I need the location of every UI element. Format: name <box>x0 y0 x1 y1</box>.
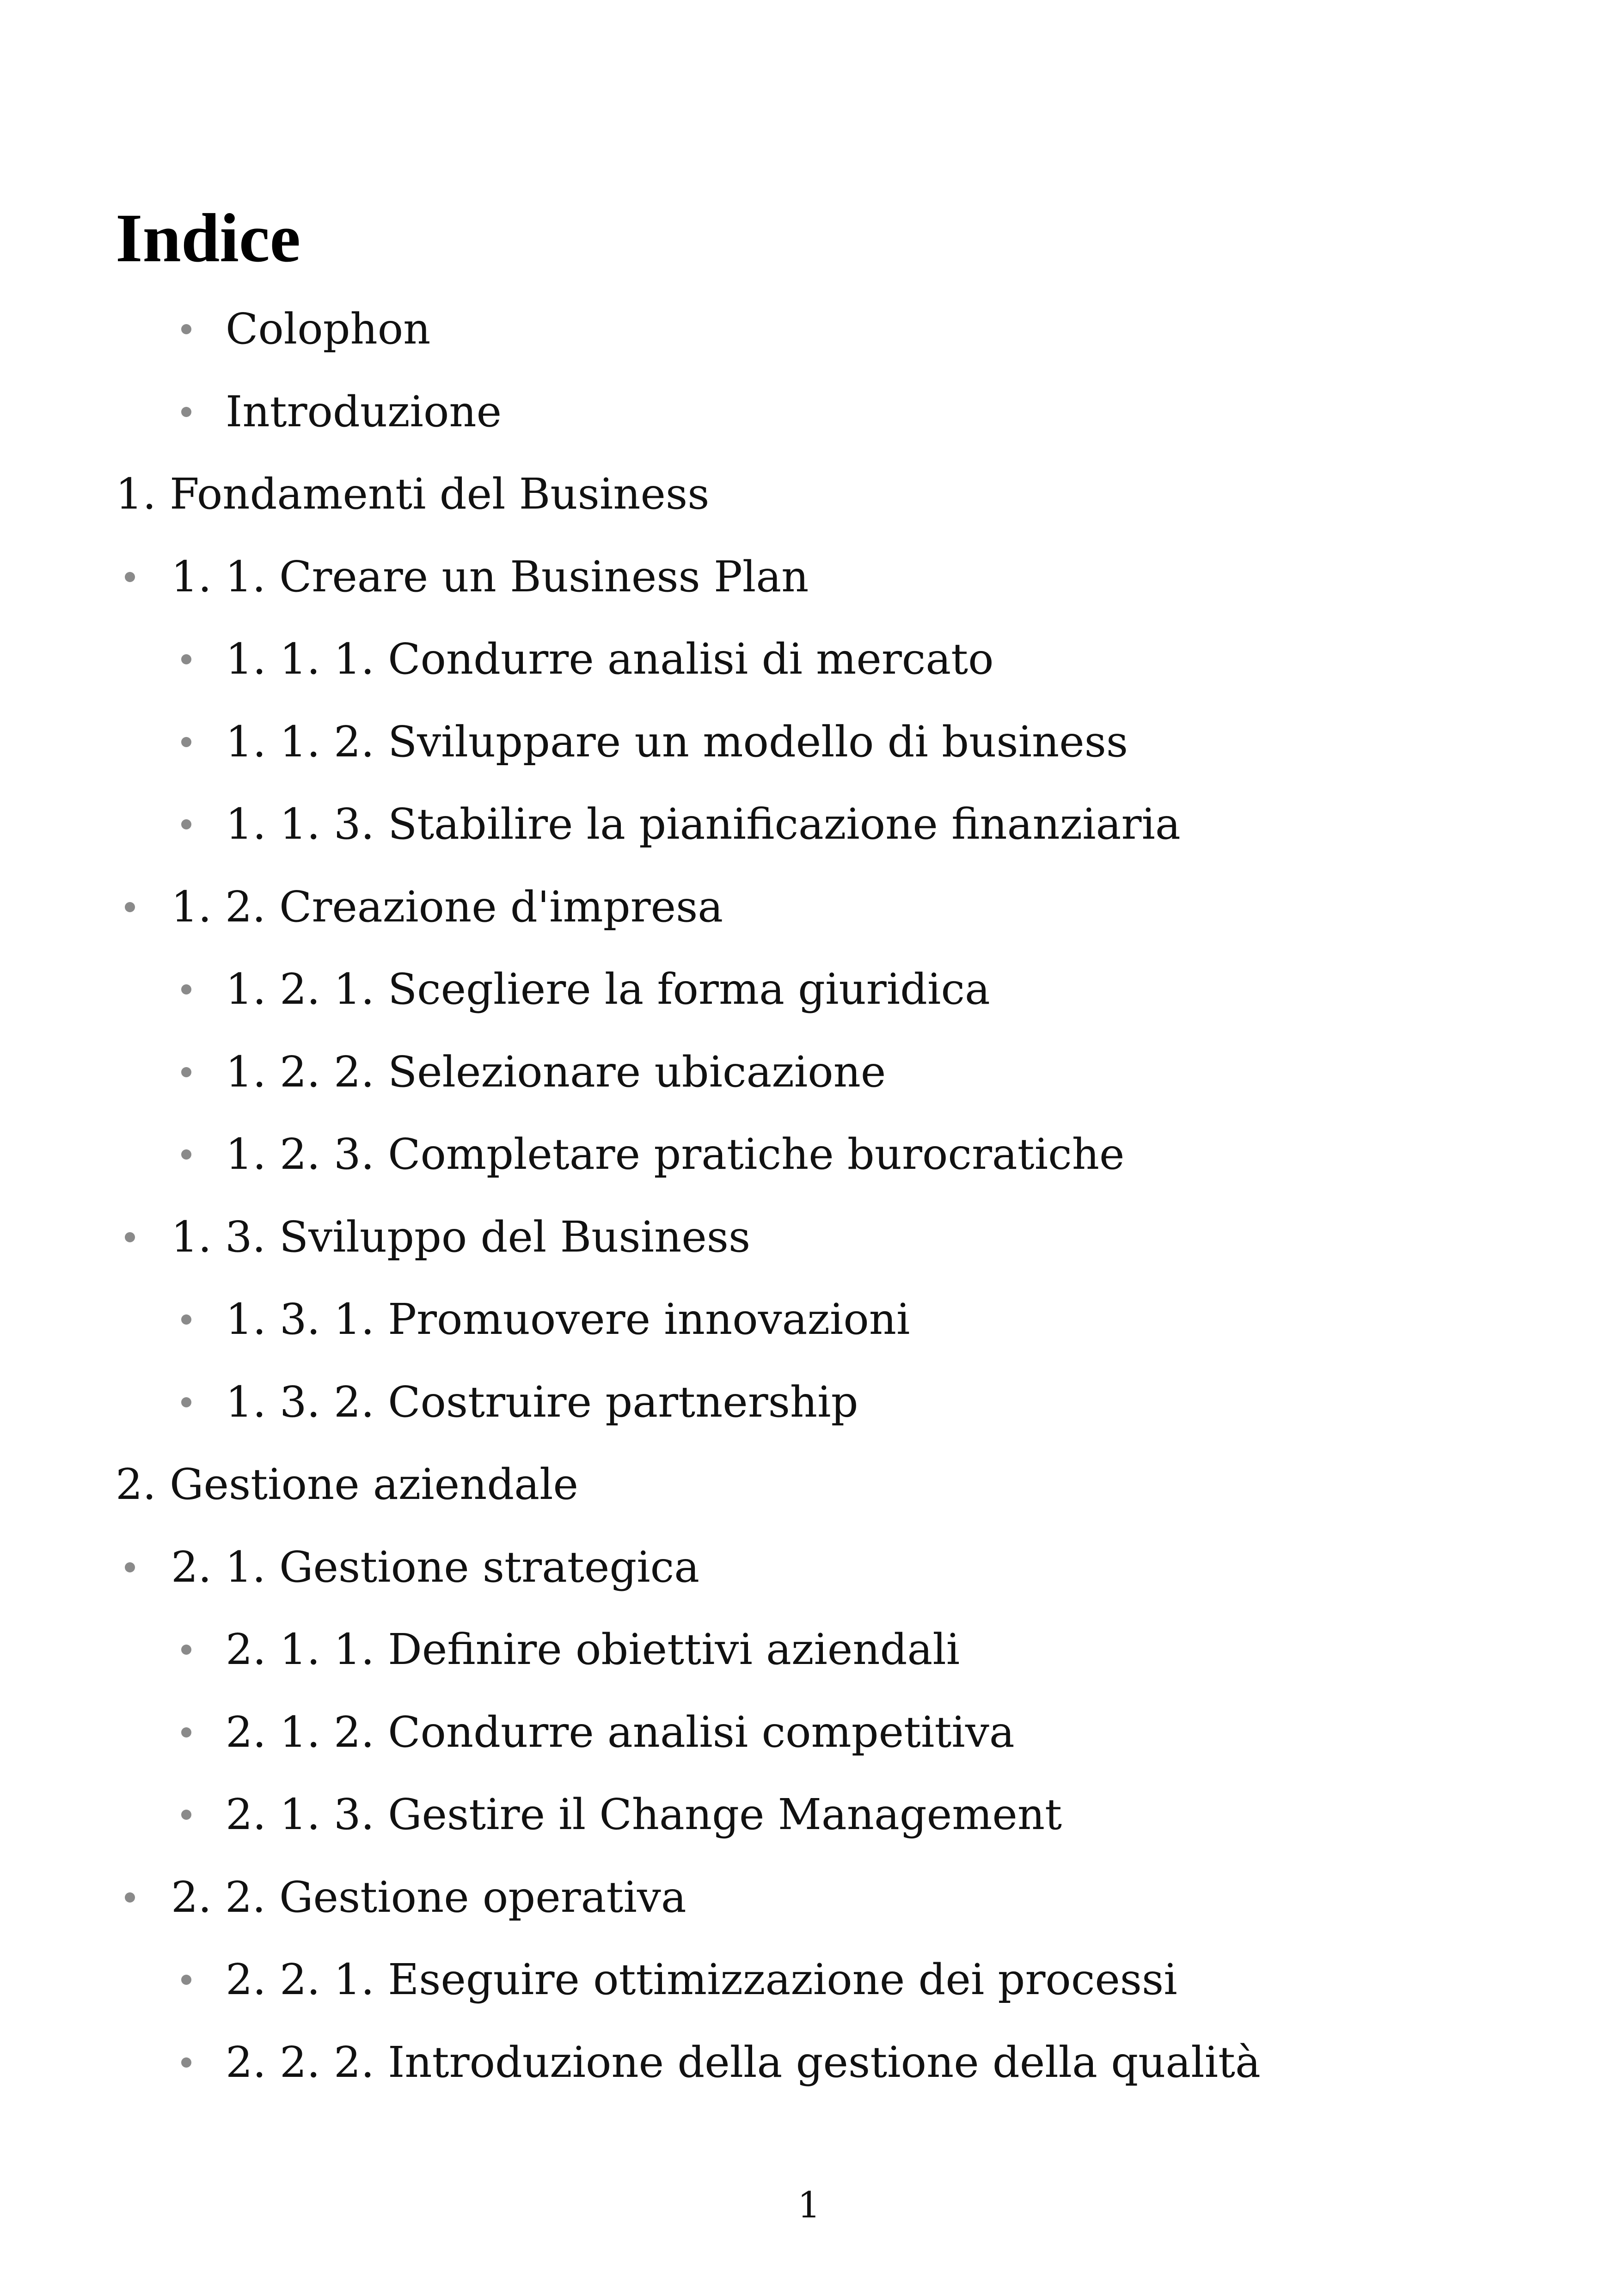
toc-entry-label: 1. 2. 1. Scegliere la forma giuridica <box>226 964 990 1014</box>
toc-entry-level-2[interactable] <box>226 1044 886 1100</box>
bullet-icon <box>181 1810 191 1820</box>
toc-entry-level-2[interactable] <box>226 1952 1177 2007</box>
bullet-icon <box>181 737 191 747</box>
toc-entry-level-2[interactable] <box>226 797 1181 852</box>
bullet-icon <box>125 902 135 912</box>
toc-entry-level-2[interactable] <box>226 1787 1062 1842</box>
toc-entry-level-2[interactable] <box>226 1292 910 1347</box>
toc-entry-level-2[interactable] <box>226 384 502 440</box>
bullet-icon <box>181 1067 191 1077</box>
toc-entry-label: Colophon <box>226 304 431 354</box>
toc-entry-label: 1. 1. 1. Condurre analisi di mercato <box>226 634 994 684</box>
toc-entry-label: 2. 1. Gestione strategica <box>171 1542 700 1592</box>
toc-entry-label: 2. 2. 1. Eseguire ottimizzazione dei processi <box>226 1955 1177 2004</box>
toc-entry-level-2[interactable] <box>226 1622 960 1677</box>
toc-entry-level-0[interactable] <box>116 467 709 522</box>
toc-entry-level-2[interactable] <box>226 632 994 687</box>
page-number: 1 <box>797 2185 821 2226</box>
toc-entry-label: 2. Gestione aziendale <box>116 1460 578 1509</box>
toc-entry-level-2[interactable] <box>226 301 430 357</box>
toc-entry-level-2[interactable] <box>226 2035 1261 2090</box>
toc-entry-level-1[interactable] <box>171 1209 750 1265</box>
bullet-icon <box>181 1149 191 1160</box>
toc-entry-label: 2. 1. 1. Definire obiettivi aziendali <box>226 1625 960 1674</box>
toc-entry-level-2[interactable] <box>226 1127 1124 1182</box>
bullet-icon <box>125 1892 135 1903</box>
toc-entry-label: Introduzione <box>226 387 502 436</box>
page-title: Indice <box>116 200 301 276</box>
bullet-icon <box>181 1727 191 1737</box>
toc-entry-level-1[interactable] <box>171 879 723 935</box>
toc-entry-level-2[interactable] <box>226 1375 858 1430</box>
toc-entry-label: 1. 3. Sviluppo del Business <box>171 1212 751 1262</box>
toc-entry-label: 1. 2. Creazione d'impresa <box>171 882 723 932</box>
toc-entry-label: 2. 1. 2. Condurre analisi competitiva <box>226 1707 1015 1757</box>
toc-entry-label: 1. 3. 1. Promuovere innovazioni <box>226 1295 910 1344</box>
bullet-icon <box>125 1562 135 1572</box>
toc-entry-label: 2. 1. 3. Gestire il Change Management <box>226 1790 1062 1839</box>
toc-entry-label: 1. 3. 2. Costruire partnership <box>226 1377 858 1427</box>
bullet-icon <box>181 984 191 995</box>
toc-entry-level-1[interactable] <box>171 1540 699 1595</box>
toc-entry-level-1[interactable] <box>171 1870 686 1925</box>
toc-entry-level-2[interactable] <box>226 1705 1015 1760</box>
toc-entry-label: 1. 2. 2. Selezionare ubicazione <box>226 1047 886 1097</box>
bullet-icon <box>181 2057 191 2068</box>
bullet-icon <box>181 1975 191 1985</box>
toc-entry-label: 1. 2. 3. Completare pratiche burocratiche <box>226 1130 1125 1179</box>
bullet-icon <box>181 324 191 334</box>
bullet-icon <box>181 819 191 829</box>
bullet-icon <box>181 1397 191 1407</box>
toc-entry-level-0[interactable] <box>116 1457 578 1512</box>
toc-entry-label: 2. 2. 2. Introduzione della gestione della qualità <box>226 2037 1261 2087</box>
toc-entry-label: 1. 1. 2. Sviluppare un modello di business <box>226 717 1128 767</box>
toc-entry-label: 2. 2. Gestione operativa <box>171 1872 686 1922</box>
toc-entry-level-2[interactable] <box>226 962 990 1017</box>
bullet-icon <box>125 1232 135 1242</box>
toc-entry-level-1[interactable] <box>171 549 809 605</box>
bullet-icon <box>181 1314 191 1325</box>
toc-entry-label: 1. Fondamenti del Business <box>116 469 710 519</box>
toc-entry-level-2[interactable] <box>226 714 1128 770</box>
bullet-icon <box>125 572 135 582</box>
toc-entry-label: 1. 1. Creare un Business Plan <box>171 552 809 602</box>
bullet-icon <box>181 407 191 417</box>
bullet-icon <box>181 654 191 664</box>
toc-entry-label: 1. 1. 3. Stabilire la pianificazione finanziaria <box>226 799 1181 849</box>
bullet-icon <box>181 1645 191 1655</box>
